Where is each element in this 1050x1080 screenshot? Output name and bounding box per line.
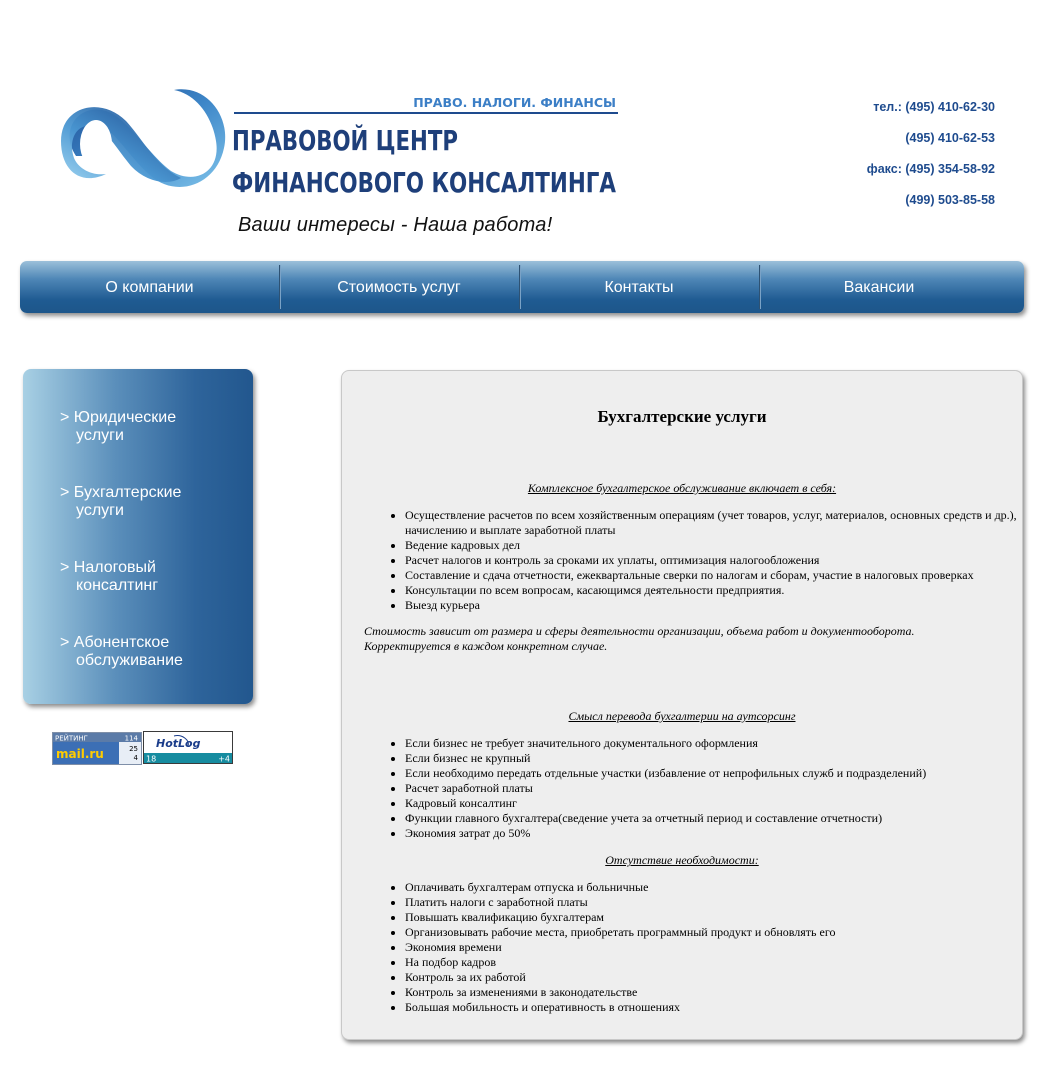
nav-item-about[interactable]: О компании <box>105 279 194 296</box>
nav-item-prices[interactable]: Стоимость услуг <box>279 261 519 313</box>
sidebar-item-label: услуги <box>76 502 124 519</box>
list-item: • Платить налоги с заработной платы <box>405 895 1025 910</box>
slogan: Ваши интересы - Наша работа! <box>238 214 553 236</box>
hotlog-counter-icon <box>144 732 232 763</box>
section-heading-complex: Комплексное бухгалтерское обслуживание включает в себя: <box>527 481 837 495</box>
main-nav <box>20 261 1024 313</box>
logo-line2: ФИНАНСОВОГО КОНСАЛТИНГА <box>232 166 617 199</box>
list-item: • Ведение кадровых дел <box>405 538 1025 553</box>
sidebar-item-label: > Юридические <box>60 409 177 426</box>
list-item: • Экономия затрат до 50% <box>405 826 1025 841</box>
price-note-line: Стоимость зависит от размера и сферы деятельности организации, объема работ и документооборота. <box>364 624 915 638</box>
sidebar-menu <box>23 369 253 704</box>
counter-value: 114 <box>124 734 138 743</box>
list-complex-services <box>389 508 1025 613</box>
section-heading-outsourcing: Смысл перевода бухгалтерии на аутсорсинг <box>568 709 796 723</box>
list-item: • Функции главного бухгалтера(сведение учета за отчетный период и составление отчетности) <box>405 811 1025 826</box>
list-item: • Экономия времени <box>405 940 1025 955</box>
counter-brand: HotLog <box>156 737 201 750</box>
infinity-logo-icon <box>56 86 626 198</box>
sidebar-item-label: консалтинг <box>76 577 159 594</box>
mailru-counter-icon <box>53 733 141 764</box>
logo-tagline: ПРАВО. НАЛОГИ. ФИНАНСЫ <box>413 95 616 110</box>
fax-line: факс: (495) 354-58-92 <box>866 162 995 176</box>
list-item: • Расчет заработной платы <box>405 781 1025 796</box>
list-item: • Если бизнес не требует значительного документального оформления <box>405 736 1025 751</box>
sidebar-item-subscription[interactable] <box>60 634 240 670</box>
price-note <box>364 624 1004 654</box>
list-item: • Осуществление расчетов по всем хозяйственным операциям (учет товаров, услуг, материалов, основных средств и др.), начислению и выплате заработной платы <box>405 508 1025 538</box>
content-panel <box>341 370 1023 1040</box>
contact-phones <box>735 98 995 222</box>
sidebar-item-label: > Бухгалтерские <box>60 484 182 501</box>
section-heading-no-need: Отсутствие необходимости: <box>605 853 759 867</box>
price-note-line: Корректируется в каждом конкретном случае. <box>364 639 608 653</box>
phone-line: (499) 503-85-58 <box>905 193 995 207</box>
counter-value: 25 <box>129 745 138 753</box>
company-logo[interactable] <box>56 86 626 198</box>
nav-item-vacancies[interactable]: Вакансии <box>759 261 999 313</box>
counter-label: РЕЙТИНГ <box>55 734 88 743</box>
list-item: • Организовывать рабочие места, приобретать программный продукт и обновлять его <box>405 925 1025 940</box>
nav-item-contacts[interactable]: Контакты <box>519 261 759 313</box>
list-outsourcing-reasons <box>389 736 1025 841</box>
sidebar-item-label: > Налоговый <box>60 559 156 576</box>
sidebar-item-legal[interactable] <box>60 409 240 445</box>
list-no-need <box>389 880 1025 1015</box>
list-item: • Контроль за изменениями в законодательстве <box>405 985 1025 1000</box>
page-title: Бухгалтерские услуги <box>597 407 767 426</box>
list-item: • Выезд курьера <box>405 598 1025 613</box>
phone-line: (495) 410-62-53 <box>905 131 995 145</box>
counter-value: 4 <box>133 754 138 762</box>
list-item: • Повышать квалификацию бухгалтерам <box>405 910 1025 925</box>
sidebar-item-accounting[interactable] <box>60 484 240 520</box>
counter-brand: mail.ru <box>56 747 104 761</box>
sidebar-item-label: > Абонентское <box>60 634 170 651</box>
hotlog-counter[interactable] <box>143 731 233 764</box>
sidebar-item-label: услуги <box>76 427 124 444</box>
list-item: • Если бизнес не крупный <box>405 751 1025 766</box>
mailru-rating-counter[interactable] <box>52 732 142 765</box>
phone-line: тел.: (495) 410-62-30 <box>873 100 995 114</box>
list-item: • На подбор кадров <box>405 955 1025 970</box>
list-item: • Оплачивать бухгалтерам отпуска и больничные <box>405 880 1025 895</box>
list-item: • Кадровый консалтинг <box>405 796 1025 811</box>
list-item: • Контроль за их работой <box>405 970 1025 985</box>
list-item: • Если необходимо передать отдельные участки (избавление от непрофильных служб и подразделений) <box>405 766 1025 781</box>
list-item: • Расчет налогов и контроль за сроками их уплаты, оптимизация налогообложения <box>405 553 1025 568</box>
list-item: • Консультации по всем вопросам, касающимся деятельности предприятия. <box>405 583 1025 598</box>
sidebar-item-tax[interactable] <box>60 559 240 595</box>
counter-value: 18 <box>146 754 157 764</box>
logo-line1: ПРАВОВОЙ ЦЕНТР <box>232 124 530 157</box>
sidebar-item-label: обслуживание <box>76 652 183 669</box>
list-item: • Составление и сдача отчетности, ежеквартальные сверки по налогам и сборам, участие в налоговых проверках <box>405 568 1025 583</box>
list-item: • Большая мобильность и оперативность в отношениях <box>405 1000 1025 1015</box>
counter-value: +4 <box>218 754 230 764</box>
